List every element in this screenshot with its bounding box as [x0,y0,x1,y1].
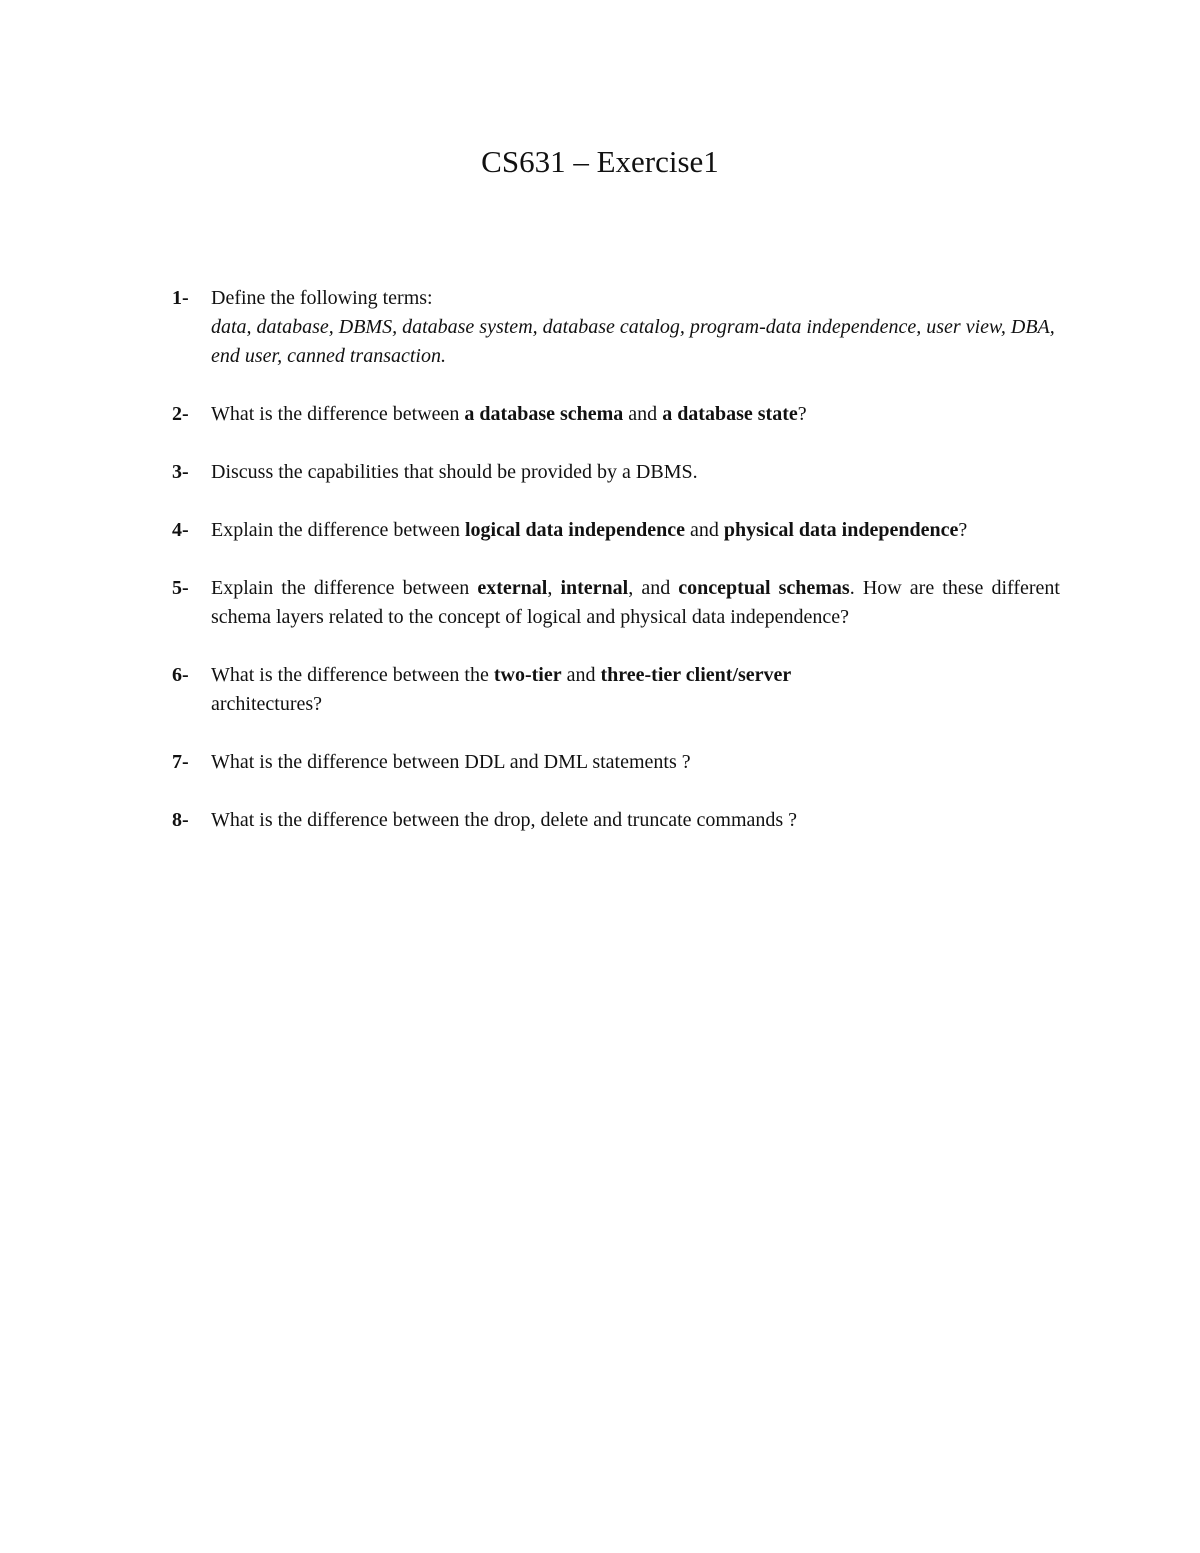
emphasis-term: internal [560,577,629,599]
text-run: Explain the difference between [211,577,478,599]
emphasis-term: a database state [662,403,798,425]
terms-list: data, database, DBMS, database system, database catalog, program-data independence, user view, DBA, end user, canned transaction. [211,316,1055,367]
question-number: 2- [172,403,189,425]
question-item [172,574,1060,632]
question-line [211,661,1060,690]
question-number: 8- [172,809,189,831]
question-number: 3- [172,461,189,483]
question-line: architectures? [211,693,323,715]
question-text: What is the difference between the drop, delete and truncate commands ? [211,809,798,831]
question-text [211,284,1060,371]
text-run: , [547,577,561,599]
question-number: 4- [172,519,189,541]
text-run: , and [628,577,679,599]
question-text [211,516,1060,545]
emphasis-term: logical data independence [464,519,685,541]
text-run: and [623,403,663,425]
emphasis-term: conceptual schemas [678,577,850,599]
question-number: 7- [172,751,189,773]
emphasis-term: external [477,577,548,599]
question-text [211,400,1060,429]
emphasis-term: physical data independence [723,519,959,541]
text-run: What is the difference between [211,403,465,425]
question-item [172,284,1060,371]
question-item [172,748,1060,777]
question-number: 6- [172,664,189,686]
text-run: . How are these different schema layers related to the concept of logical and physical data independence? [211,577,1060,628]
question-number: 1- [172,287,189,309]
document-title: CS631 – Exercise1 [481,144,719,179]
question-list [172,284,1060,864]
text-run: Explain the difference between [211,519,465,541]
text-run: What is the difference between the [211,664,494,686]
question-item [172,458,1060,487]
emphasis-term: a database schema [464,403,624,425]
question-number: 5- [172,577,189,599]
text-run: ? [797,403,807,425]
question-item [172,400,1060,429]
question-intro: Define the following terms: [211,287,433,309]
text-run: and [684,519,724,541]
emphasis-term: three-tier client/server [600,664,792,686]
question-item [172,661,1060,719]
question-text: Discuss the capabilities that should be provided by a DBMS. [211,461,698,483]
question-item [172,806,1060,835]
question-item [172,516,1060,545]
text-run: and [561,664,601,686]
question-text [211,574,1060,632]
question-text [211,661,1060,719]
text-run: ? [958,519,968,541]
question-text: What is the difference between DDL and DML statements ? [211,751,691,773]
emphasis-term: two-tier [493,664,562,686]
